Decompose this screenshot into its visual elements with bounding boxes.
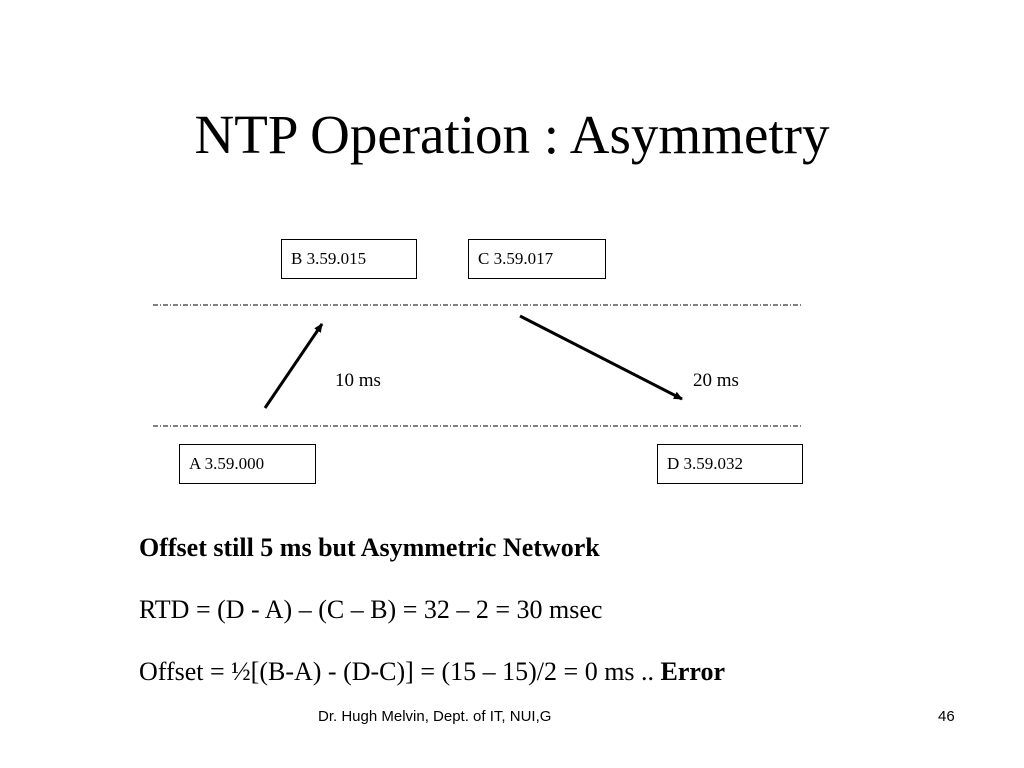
page-number: 46 bbox=[938, 708, 955, 725]
footer-credit: Dr. Hugh Melvin, Dept. of IT, NUI,G bbox=[318, 708, 552, 725]
outbound-delay-label: 10 ms bbox=[335, 370, 381, 391]
timestamp-d-label: D 3.59.032 bbox=[667, 454, 744, 473]
timestamp-a-box bbox=[179, 444, 316, 484]
error-label: Error bbox=[660, 657, 726, 686]
response-arrow bbox=[520, 316, 682, 399]
timestamp-a-label: A 3.59.000 bbox=[189, 454, 265, 473]
rtd-formula: RTD = (D - A) – (C – B) = 32 – 2 = 30 msec bbox=[139, 595, 603, 624]
timestamp-d-box bbox=[657, 444, 803, 484]
offset-note: Offset still 5 ms but Asymmetric Network bbox=[139, 533, 600, 562]
timestamp-c-box bbox=[468, 239, 606, 279]
offset-formula-text: Offset = ½[(B-A) - (D-C)] = (15 – 15)/2 = 0 ms .. bbox=[139, 657, 661, 686]
return-delay-label: 20 ms bbox=[693, 370, 739, 391]
slide-title: NTP Operation : Asymmetry bbox=[194, 104, 830, 165]
request-arrow bbox=[265, 324, 322, 408]
timestamp-b-label: B 3.59.015 bbox=[291, 249, 367, 268]
offset-formula bbox=[139, 656, 939, 688]
timestamp-b-box bbox=[281, 239, 417, 279]
timestamp-c-label: C 3.59.017 bbox=[478, 249, 554, 268]
